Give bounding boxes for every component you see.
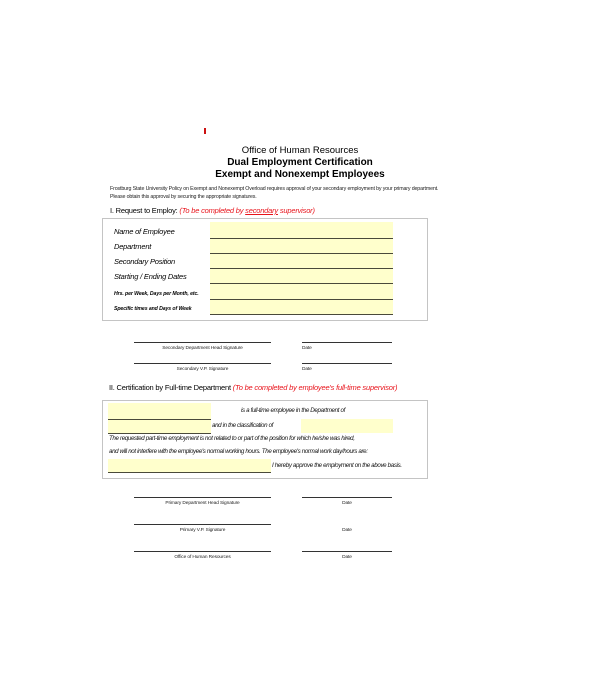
policy-intro: Frostburg State University Policy on Exempt and Nonexempt Overload requires approval of your secondary employment by your primary department. Please obtain this approval by securing the appropriate signatures. (110, 186, 439, 200)
normal-work-hours-field[interactable] (108, 459, 271, 473)
instruction-emphasis: secondary (245, 206, 278, 215)
section1-instruction (179, 206, 314, 215)
instruction-post: supervisor) (277, 206, 315, 215)
section1-title: I. Request to Employ: (110, 206, 178, 215)
hr-office-date-label: Date (342, 555, 352, 560)
hr-office-signature-label: Office of Human Resources (174, 555, 231, 560)
form-title: Dual Employment Certification (227, 157, 373, 168)
section2-heading (109, 383, 397, 393)
hours-per-week-field[interactable] (210, 284, 393, 300)
name-of-employee-field[interactable] (210, 222, 393, 239)
department-of-field[interactable] (108, 420, 211, 434)
primary-dept-head-date-line[interactable] (302, 497, 392, 498)
label-department: Department (114, 242, 152, 251)
secondary-position-field[interactable] (210, 254, 393, 269)
employee-name-field[interactable] (108, 403, 211, 420)
secondary-dept-head-date-line[interactable] (302, 342, 392, 343)
classification-text: and in the classification of (212, 422, 274, 429)
not-related-text: The requested part-time employment is not related to or part of the position for which he/she was hired, (109, 435, 355, 442)
primary-dept-head-date-label: Date (342, 501, 352, 506)
primary-dept-head-signature-line[interactable] (134, 497, 271, 498)
classification-field[interactable] (301, 419, 393, 433)
primary-vp-date-label: Date (342, 528, 352, 533)
form-subtitle: Exempt and Nonexempt Employees (215, 169, 385, 180)
primary-vp-signature-label: Primary V.P. Signature (179, 528, 226, 533)
secondary-vp-signature-line[interactable] (134, 363, 271, 364)
red-mark (204, 128, 206, 134)
label-starting-ending-dates: Starting / Ending Dates (114, 272, 187, 281)
hr-office-date-line[interactable] (302, 551, 392, 552)
fulltime-employee-text: is a full-time employee in the Department of (241, 407, 345, 414)
approve-text: I hereby approve the employment on the above basis. (272, 462, 402, 469)
secondary-vp-date-label: Date (302, 367, 312, 372)
instruction-pre: (To be completed by (179, 206, 246, 215)
section1-heading (110, 206, 315, 216)
section2-instruction: (To be completed by employee's full-time supervisor) (232, 383, 398, 392)
department-field[interactable] (210, 239, 393, 254)
secondary-dept-head-date-label: Date (302, 346, 312, 351)
secondary-dept-head-signature-line[interactable] (134, 342, 271, 343)
primary-dept-head-signature-label: Primary Department Head Signature (165, 501, 240, 506)
label-hours-per-week: Hrs. per Week, Days per Month, etc. (114, 291, 199, 297)
primary-vp-signature-line[interactable] (134, 524, 271, 525)
secondary-dept-head-signature-label: Secondary Department Head Signature (162, 346, 243, 351)
section2-title: II. Certification by Full-time Department (109, 383, 231, 392)
specific-times-field[interactable] (210, 300, 393, 315)
label-secondary-position: Secondary Position (114, 257, 176, 266)
hr-office-signature-line[interactable] (134, 551, 271, 552)
label-specific-times: Specific times and Days of Week (114, 306, 192, 312)
secondary-vp-date-line[interactable] (302, 363, 392, 364)
starting-ending-dates-field[interactable] (210, 269, 393, 284)
label-name-of-employee: Name of Employee (114, 227, 175, 236)
office-title: Office of Human Resources (241, 145, 359, 156)
not-interfere-text: and will not interfere with the employee's normal working hours. The employee's normal work day/hours are: (109, 448, 368, 455)
secondary-vp-signature-label: Secondary V.P. Signature (176, 367, 229, 372)
